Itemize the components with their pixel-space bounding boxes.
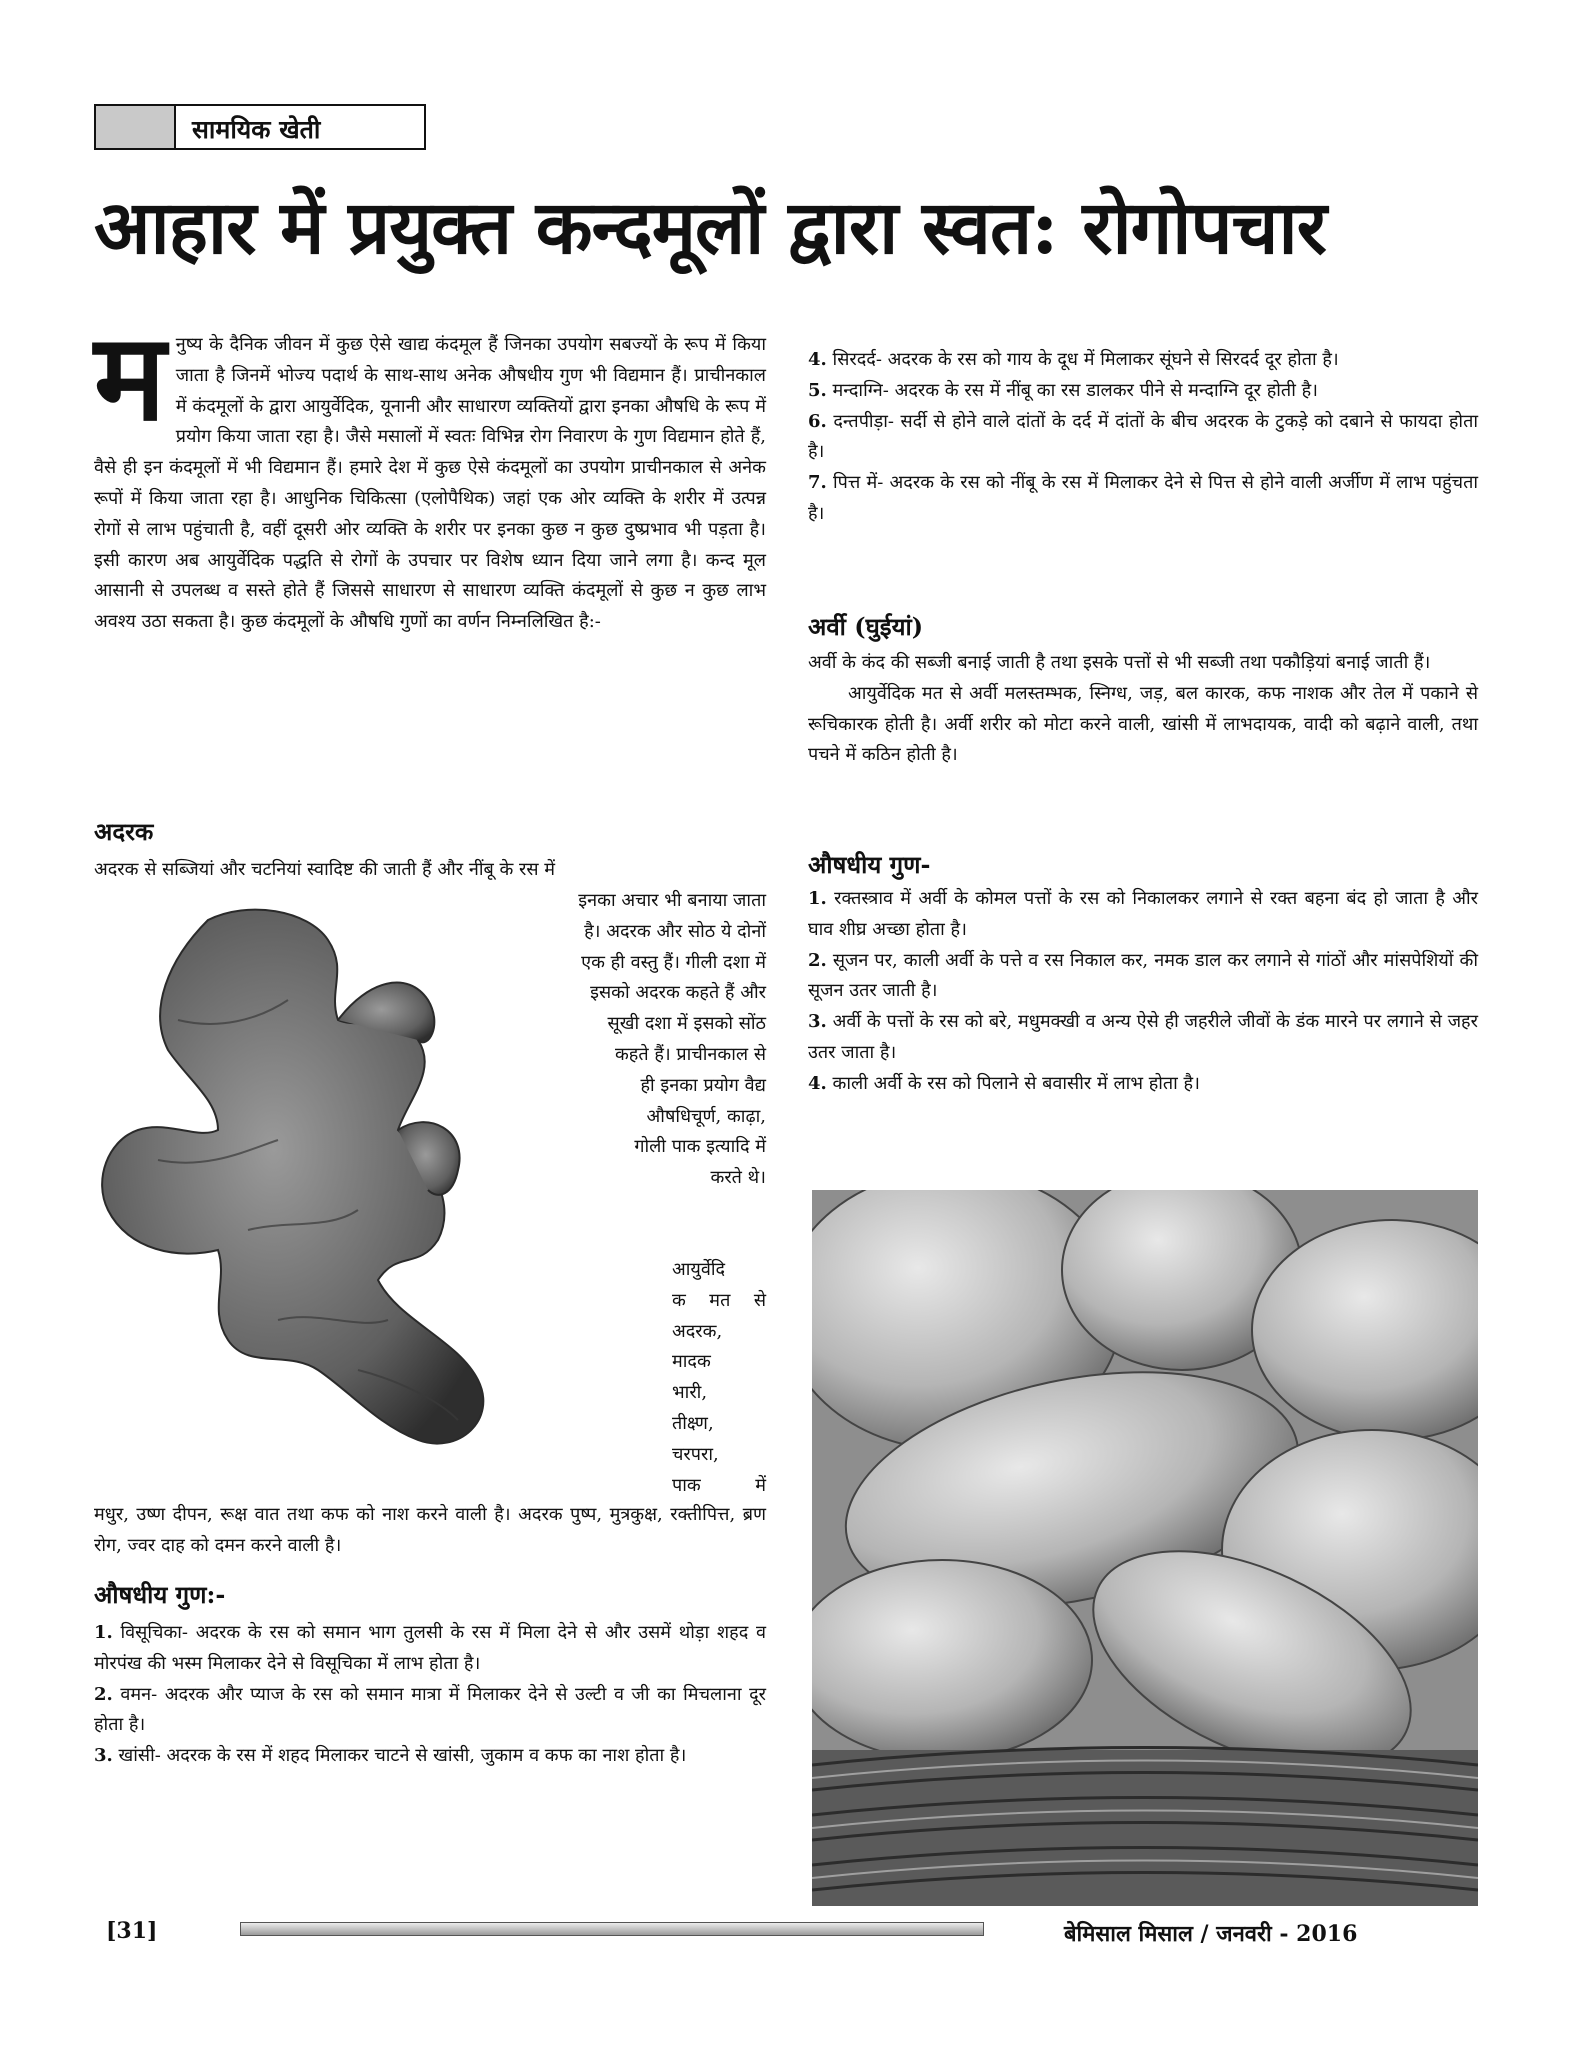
ginger-narrow-line: मादक: [672, 1351, 711, 1373]
list-item: [94, 1680, 766, 1742]
point-number: 4.: [808, 349, 827, 370]
point-text: दन्तपीड़ा- सर्दी से होने वाले दांतों के दर्द में दांतों के बीच अदरक के टुकड़े को दबाने से फायदा होता है।: [808, 410, 1478, 463]
point-text: मन्दाग्नि- अदरक के रस में नींबू का रस डालकर पीने से मन्दाग्नि दूर होती है।: [832, 379, 1318, 401]
ginger-narrow-text: [672, 1255, 766, 1501]
point-number: 3.: [808, 1011, 827, 1033]
list-item: [808, 1007, 1478, 1069]
ginger-after-text: मधुर, उष्ण दीपन, रूक्ष वात तथा कफ को नाश करने वाली है। अदरक पुष्प, मुत्रकुक्ष, रक्तीपित्त, ब्रण रोग, ज्वर दाह को दमन करने वाली है।: [94, 1504, 766, 1556]
ginger-wrap-line: औषधिचूर्ण, काढ़ा,: [646, 1105, 766, 1127]
point-text: विसूचिका- अदरक के रस को समान भाग तुलसी के रस में मिला देने से और उसमें थोड़ा शहद व मोरपंख की भस्म मिलाकर देने से विसूचिका में लाभ होता है।: [94, 1622, 766, 1674]
ginger-narrow-line: भारी,: [672, 1382, 708, 1404]
list-item: [94, 1741, 766, 1772]
ginger-wrap-line: गोली पाक इत्यादि में: [634, 1136, 766, 1158]
ginger-wrap-line: ही इनका प्रयोग वैद्य: [640, 1074, 766, 1096]
page-number: [31]: [106, 1918, 158, 1944]
point-number: 7.: [808, 472, 827, 494]
ginger-heading: अदरक: [94, 817, 154, 846]
intro-text: नुष्य के दैनिक जीवन में कुछ ऐसे खाद्य कंदमूल हैं जिनका उपयोग सबज्यों के रूप में किया जाता है जिनमें भोज्य पदार्थ के साथ-साथ अनेक औषधीय गुण भी विद्यमान हैं। प्राचीनकाल में कंदमूलों के द्वारा आयुर्वेदिक, यूनानी और साधारण व्यक्तियों द्वारा इनका औषधि के रूप में प्रयोग किया जाता रहा है। जैसे मसालों में स्वतः विभिन्न रोग निवारण के गुण विद्यमान होते हैं, वैसे ही इन कंदमूलों में भी विद्यमान हैं। हमारे देश में कुछ ऐसे कंदमूलों का उपयोग प्राचीनकाल से अनेक रूपों में किया जाता रहा है। आधुनिक चिकित्सा (एलोपैथिक) जहां एक ओर व्यक्ति के शरीर में उत्पन्न रोगों से लाभ पहुंचाती है, वहीं दूसरी ओर व्यक्ति के शरीर पर इनका कुछ न कुछ दुष्प्रभाव भी पड़ता है। इसी कारण अब आयुर्वेदिक पद्धति से रोगों के उपचार पर विशेष ध्यान दिया जाने लगा है। कन्द मूल आसानी से उपलब्ध व सस्ते होते हैं जिससे साधारण से साधारण व्यक्ति कंदमूलों से कुछ न कुछ लाभ अवश्य उठा सकता है। कुछ कंदमूलों के औषधि गुणों का वर्णन निम्नलिखित है:-: [94, 334, 766, 633]
ginger-wrap-line: कहते हैं। प्राचीनकाल से: [614, 1043, 766, 1065]
section-tag: [94, 104, 426, 150]
list-item: [808, 884, 1478, 946]
ginger-narrow-line: क मत से: [672, 1289, 766, 1311]
point-text: खांसी- अदरक के रस में शहद मिलाकर चाटने से खांसी, जुकाम व कफ का नाश होता है।: [118, 1745, 687, 1767]
ginger-wrap-line: इसको अदरक कहते हैं और: [590, 982, 766, 1004]
arbi-photo: [812, 1190, 1478, 1906]
list-item: [808, 345, 1478, 376]
ginger-wrap-line: सूखी दशा में इसको सोंठ: [607, 1013, 766, 1035]
ginger-wrap-line: इनका अचार भी बनाया जाता: [578, 890, 766, 911]
point-number: 2.: [808, 949, 827, 971]
arbi-medicinal-heading: औषधीय गुण-: [808, 850, 931, 879]
arbi-points: [808, 884, 1478, 1100]
point-text: पित्त में- अदरक के रस को नींबू के रस में मिलाकर देने से पित्त से होने वाली अर्जीण में लाभ पहुंचता है।: [808, 472, 1478, 524]
point-number: 4.: [808, 1072, 827, 1094]
list-item: [808, 376, 1478, 407]
list-item: [808, 946, 1478, 1008]
magazine-issue: बेमिसाल मिसाल / जनवरी - 2016: [1064, 1921, 1358, 1947]
list-item: [94, 1618, 766, 1680]
point-text: काली अर्वी के रस को पिलाने से बवासीर में लाभ होता है।: [832, 1072, 1200, 1094]
article-title: आहार में प्रयुक्त कन्दमूलों द्वारा स्वत: रोगोपचार: [94, 185, 1326, 271]
ginger-narrow-line: तीक्ष्ण,: [672, 1412, 714, 1434]
arbi-paragraph-1: अर्वी के कंद की सब्जी बनाई जाती है तथा इसके पत्तों से भी सब्जी तथा पकौड़ियां बनाई जाती हैं।: [808, 652, 1431, 673]
point-text: सूजन पर, काली अर्वी के पत्ते व रस निकाल कर, नमक डाल कर लगाने से गांठों और मांसपेशियों की सूजन उतर जाती है।: [808, 949, 1478, 1002]
ginger-wrap-line: करते थे।: [710, 1167, 766, 1189]
point-text: अर्वी के पत्तों के रस को बरे, मधुमक्खी व अन्य ऐसे ही जहरीले जीवों के डंक मारने पर लगाने से जहर उतर जाता है।: [808, 1011, 1478, 1063]
footer-rule: [240, 1922, 984, 1936]
ginger-points-right: [808, 345, 1478, 530]
list-item: [808, 468, 1478, 530]
ginger-medicinal-heading: औषधीय गुण:-: [94, 1580, 226, 1609]
ginger-points-left: [94, 1618, 766, 1772]
arbi-heading: अर्वी (घुईयां): [808, 612, 924, 641]
point-number: 1.: [808, 888, 827, 909]
intro-paragraph: [94, 307, 766, 638]
ginger-narrow-line: पाक में: [672, 1474, 766, 1496]
section-tag-label: सामयिक खेती: [192, 115, 321, 144]
ginger-narrow-line: अदरक,: [672, 1320, 723, 1342]
list-item: [808, 407, 1478, 469]
point-number: 6.: [808, 410, 827, 432]
ginger-narrow-line: आयुर्वेदि: [672, 1259, 726, 1280]
ginger-narrow-line: चरपरा,: [672, 1443, 719, 1465]
point-text: सिरदर्द- अदरक के रस को गाय के दूध में मिलाकर सूंघने से सिरदर्द दूर होता है।: [832, 349, 1339, 370]
list-item: [808, 1069, 1478, 1100]
ginger-wrap-line: एक ही वस्तु हैं। गीली दशा में: [581, 951, 766, 973]
point-number: 5.: [808, 379, 827, 401]
point-number: 2.: [94, 1683, 113, 1705]
ginger-line-1: अदरक से सब्जियां और चटनियां स्वादिष्ट की जाती हैं और नींबू के रस में: [94, 859, 556, 880]
ginger-image: [98, 900, 528, 1460]
section-tag-shade: [96, 106, 176, 148]
point-text: वमन- अदरक और प्याज के रस को समान मात्रा में मिलाकर देने से उल्टी व जी का मिचलाना दूर होता है।: [94, 1683, 766, 1736]
point-number: 3.: [94, 1745, 113, 1767]
drop-cap: म: [94, 307, 166, 448]
arbi-paragraph-2: आयुर्वेदिक मत से अर्वी मलस्तम्भक, स्निग्ध, जड़, बल कारक, कफ नाशक और तेल में पकाने से रूचिकारक होती है। अर्वी शरीर को मोटा करने वाली, खांसी में लाभदायक, वादी को बढ़ाने वाली, तथा पचने में कठिन होती है।: [808, 682, 1478, 766]
ginger-wrap-line: है। अदरक और सोठ ये दोनों: [584, 920, 766, 942]
arbi-text: [808, 648, 1478, 771]
point-number: 1.: [94, 1622, 113, 1643]
point-text: रक्तस्त्राव में अर्वी के कोमल पत्तों के रस को निकालकर लगाने से रक्त बहना बंद हो जाता है और घाव शीघ्र अच्छा होता है।: [808, 888, 1478, 940]
ginger-wrap-text: [480, 886, 766, 1194]
